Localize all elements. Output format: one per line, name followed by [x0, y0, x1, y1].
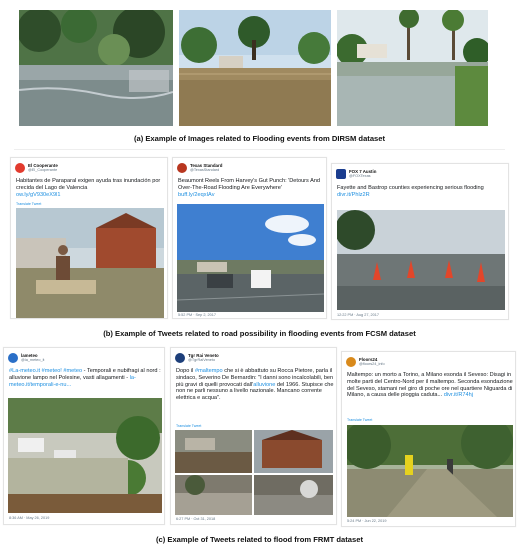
tweet-header	[8, 352, 44, 364]
el-cooperante-avatar[interactable]	[15, 163, 25, 173]
tweet-handle: @FOXTexas	[349, 174, 371, 179]
tweet-text	[178, 178, 326, 198]
frmt-tweet-card-1[interactable]	[3, 347, 165, 525]
tweet-text	[337, 185, 507, 199]
texas-standard-avatar[interactable]	[177, 163, 187, 173]
tweet-header	[15, 162, 58, 174]
tweet-hashtag-alluvione[interactable]: alluvione	[253, 381, 276, 388]
fcsm-tweet-card-3[interactable]	[331, 163, 509, 320]
tweet-body-a: Dopo il	[176, 368, 195, 374]
caption-dirsm: (a) Example of Images related to Flooding events from DIRSM dataset	[133, 134, 386, 143]
tweet-link[interactable]: divr.it/R74hj	[443, 392, 473, 399]
frmt-tweet-card-2[interactable]	[170, 347, 337, 525]
tweet-username: lameteo	[21, 353, 38, 359]
tweet-header	[336, 168, 376, 180]
dirsm-photo-3	[337, 10, 488, 126]
tweet-body-b: che si è abbattuto su Rocca Pietore, parla il sindaco, Severino De Bernardin: "I danni sono incalcolabili, ben più gravi di quelli provocati dall'	[176, 368, 334, 388]
tweet-text	[347, 372, 515, 399]
tweet-header	[177, 162, 222, 174]
tweet-body: Fayette and Bastrop counties experiencing serious flooding	[337, 185, 484, 191]
tweet-body: Habitantes de Paraparal exigen ayuda tras inundación por crecida del Lago de Valencia	[16, 178, 161, 191]
tweet-timestamp: 12:22 PM · Aug 27, 2017	[337, 313, 380, 317]
translate-tweet-link[interactable]: Translate Tweet	[176, 424, 202, 428]
tweet-timestamp: 6:27 PM · Oct 31, 2018	[176, 517, 216, 521]
translate-tweet-link[interactable]: Translate Tweet	[16, 202, 42, 206]
section-divider	[14, 149, 505, 150]
tweet-timestamp: 8:36 AM · May 26, 2019	[9, 516, 50, 520]
fcsm-tweet-card-2[interactable]	[172, 157, 327, 319]
tweet-username: FOX 7 Austin	[349, 169, 377, 175]
tweet-username: El Cooperante	[28, 163, 58, 169]
dirsm-photo-1	[19, 10, 173, 126]
tweet-photo-flooded-street	[16, 208, 164, 318]
caption-fcsm: (b) Example of Tweets related to road possibility in flooding events from FCSM dataset	[103, 329, 416, 338]
tweet-body: Beaumont Reels From Harvey's Gut Punch: 'Detours And Over-The-Road Flooding Are Everywhere'	[178, 178, 321, 191]
tweet-text	[9, 368, 164, 388]
tweet-photo-grid-2	[254, 430, 333, 473]
tweet-photo-flooded-cars	[8, 398, 162, 513]
caption-frmt: (c) Example of Tweets related to flood from FRMT dataset	[155, 535, 364, 544]
tweet-photo-grid-1	[175, 430, 252, 473]
tweet-hashtag-maltempo[interactable]: #maltempo	[194, 368, 223, 374]
tweet-handle: @El_Cooperante	[28, 168, 58, 173]
tweet-link[interactable]: divr.it/Phlz2R	[337, 191, 370, 198]
lameteo-avatar[interactable]	[8, 353, 18, 363]
tweet-text	[176, 368, 336, 402]
tweet-photo-flooded-road	[177, 204, 324, 312]
tweet-photo-grid-4	[254, 475, 333, 515]
tweet-username: Tgr Rai Veneto	[188, 353, 219, 359]
fcsm-tweet-card-1[interactable]	[10, 157, 168, 319]
translate-tweet-link[interactable]: Translate Tweet	[347, 418, 373, 422]
tweet-username: Floors24	[359, 357, 378, 363]
tweet-link[interactable]: buff.ly/2eqxIAv	[178, 191, 215, 198]
tweet-handle: @TexasStandard	[190, 168, 220, 173]
tweet-photo-grid-3	[175, 475, 252, 515]
tweet-handle: @TgrRaiVeneto	[188, 358, 216, 363]
tweet-body: - Temporali e nubifragi al nord : alluvione lampo nel Polesine, vasti allagamenti -	[9, 368, 161, 381]
tweet-photo-road-cones	[337, 210, 505, 310]
tweet-body-c: del 1966. Stupisce che non ne parli nessuno a livello nazionale. Mancano corrente elettrica e acqua".	[176, 381, 334, 402]
tweet-photo-flooded-path	[347, 425, 513, 517]
fox7-avatar[interactable]	[336, 169, 346, 179]
tweet-username: Texas Standard	[190, 163, 223, 169]
tweet-link[interactable]: ow.ly/gV930eX9l1	[16, 191, 61, 198]
tweet-body: Maltempo: un morto a Torino, a Milano esonda il Seveso: Disagi in molte parti del Centro-Nord per il maltempo. Seconda esondazione del Seveso, stamani nel giro di poche ore nel quartiere Niguarda di Milano, a causa delle pioggia caduta...	[347, 372, 513, 399]
tweet-header	[175, 352, 219, 364]
tweet-header	[346, 356, 385, 368]
floors24-avatar[interactable]	[346, 357, 356, 367]
tweet-timestamp: 5:24 PM · Jun 22, 2019	[347, 519, 387, 523]
tweet-link[interactable]: la-meteo.it/temporali-e-nu...	[9, 374, 136, 388]
tweet-handle: @la_meteo_it	[21, 358, 45, 363]
rai-avatar[interactable]	[175, 353, 185, 363]
tweet-handle: @floors24_info	[359, 362, 385, 367]
tweet-hashtags[interactable]: #La-meteo.it #meteo! #meteo	[9, 368, 83, 374]
dirsm-photo-2	[179, 10, 331, 126]
frmt-tweet-card-3[interactable]	[341, 351, 516, 527]
tweet-text	[16, 178, 166, 198]
tweet-timestamp: 5:52 PM · Sep 2, 2017	[178, 313, 216, 317]
